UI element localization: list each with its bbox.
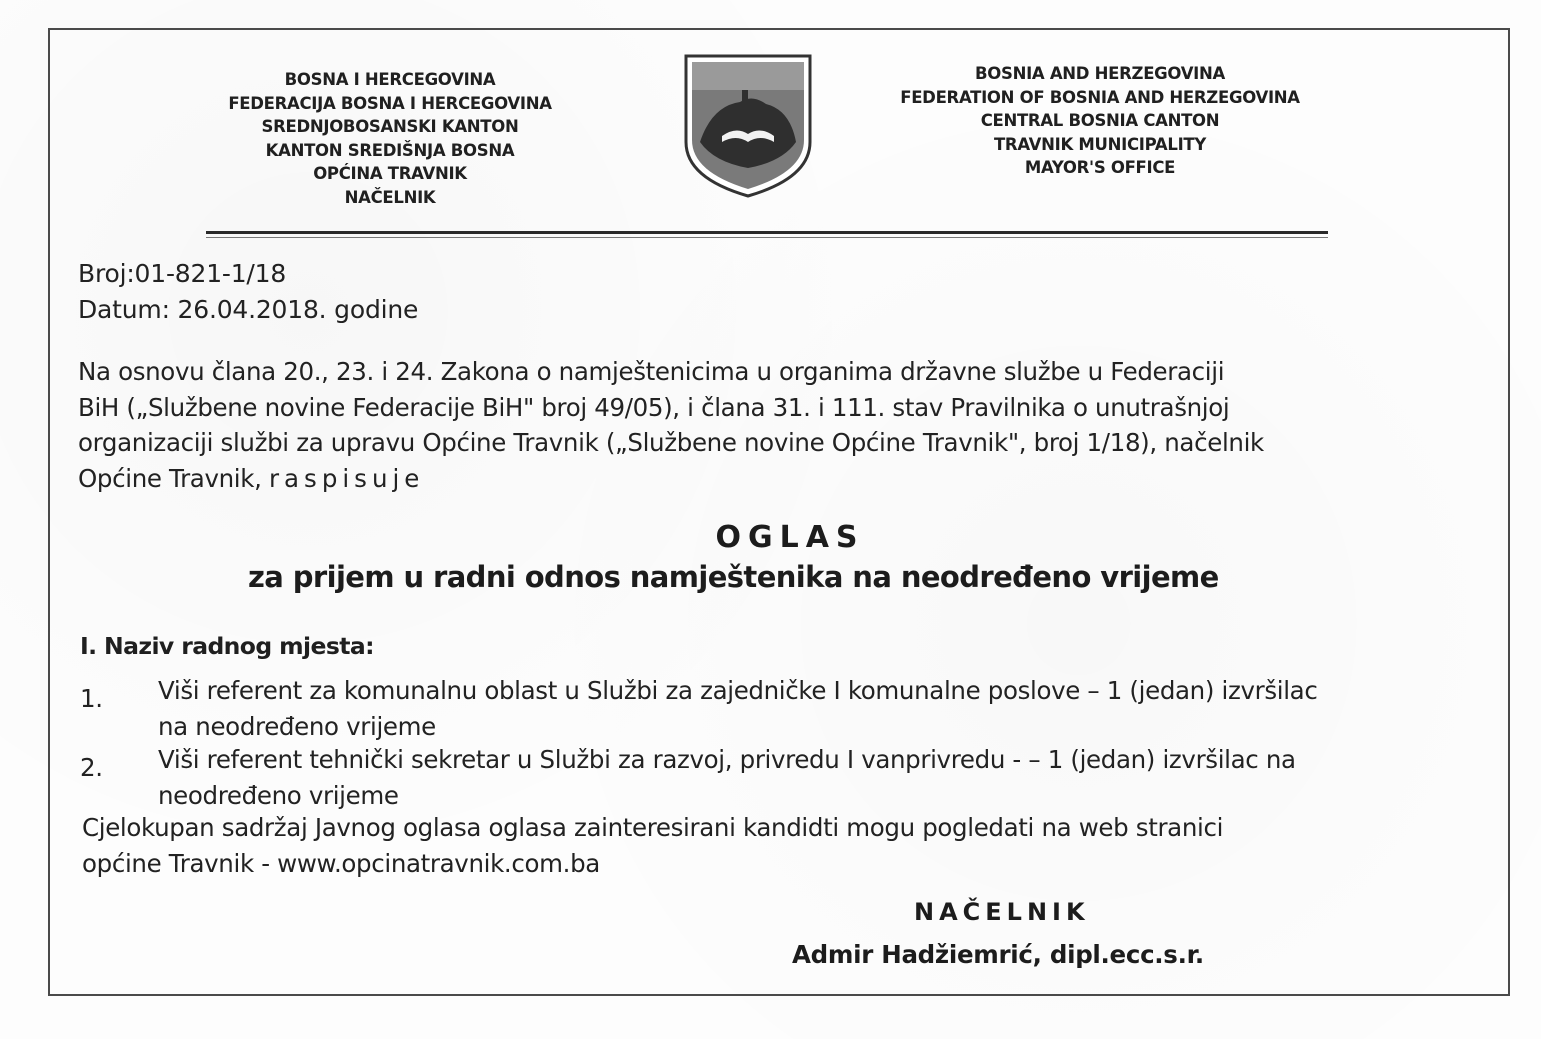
header-left-line: OPĆINA TRAVNIK [313,164,467,183]
position-line: Viši referent za komunalnu oblast u Službi za zajedničke I komunalne poslove – 1 (jedan) izvršilac [158,676,1318,705]
closing-paragraph [82,810,1223,881]
position-line: Viši referent tehnički sekretar u Službi za razvoj, privredu I vanprivredu - – 1 (jedan) izvršilac na [158,745,1296,774]
position-number: 1. [80,684,103,713]
header-right-line: TRAVNIK MUNICIPALITY [993,134,1207,154]
document-meta [78,256,418,328]
position-text [158,742,1296,813]
header-right-line: MAYOR'S OFFICE [1024,158,1176,177]
closing-line: Cjelokupan sadržaj Javnog oglasa oglasa zainteresirani kandidti mogu pogledati na web stranici [82,813,1224,842]
announces-word: raspisuje [268,463,425,493]
coat-of-arms-graphic [682,50,814,200]
header-left-line: NAČELNIK [344,187,436,207]
position-text [158,673,1317,744]
header-right-line: BOSNIA AND HERZEGOVINA [974,64,1225,83]
document-date: Datum: 26.04.2018. godine [78,295,419,324]
header-left-line: BOSNA I HERCEGOVINA [284,70,496,89]
closing-line-website: općine Travnik - www.opcinatravnik.com.ba [82,848,600,878]
municipal-coat-of-arms-icon [682,50,814,200]
header-left-institution [190,68,590,209]
paragraph-line-prefix: Općine Travnik, [78,463,262,493]
document-number: Broj:01-821-1/18 [78,259,287,288]
position-line: neodređeno vrijeme [158,780,399,810]
paragraph-line: Na osnovu člana 20., 23. i 24. Zakona o namještenicima u organima državne službe u Federaciji [78,357,1225,386]
signature-title: NAČELNIK [914,898,1090,926]
header-right-institution [870,62,1330,180]
signature-name: Admir Hadžiemrić, dipl.ecc.s.r. [792,940,1204,969]
header-left-line: FEDERACIJA BOSNA I HERCEGOVINA [228,93,552,113]
header-divider-thin [206,237,1328,238]
paragraph-line: BiH („Službene novine Federacije BiH" broj 49/05), i člana 31. i 111. stav Pravilnika o unutrašnjoj [78,392,1230,422]
header-right-line: FEDERATION OF BOSNIA AND HERZEGOVINA [900,87,1300,107]
section-heading: I. Naziv radnog mjesta: [80,632,374,660]
shield-band [692,62,804,90]
header-left-line: SREDNJOBOSANSKI KANTON [261,117,519,136]
paragraph-line: organizaciji službi za upravu Općine Travnik („Službene novine Općine Travnik", broj 1/18), načelnik [78,428,1264,457]
paragraph-line [78,461,1264,497]
header-left-line: KANTON SREDIŠNJA BOSNA [265,140,515,160]
notice-title: OGLAS [715,520,865,555]
position-number: 2. [80,753,103,782]
header-divider [206,231,1328,234]
header-right-line: CENTRAL BOSNIA CANTON [980,111,1220,130]
notice-subtitle: za prijem u radni odnos namještenika na neodređeno vrijeme [248,560,1219,594]
position-line: na neodređeno vrijeme [158,711,436,741]
legal-basis-paragraph [78,354,1264,496]
tower [742,90,748,104]
